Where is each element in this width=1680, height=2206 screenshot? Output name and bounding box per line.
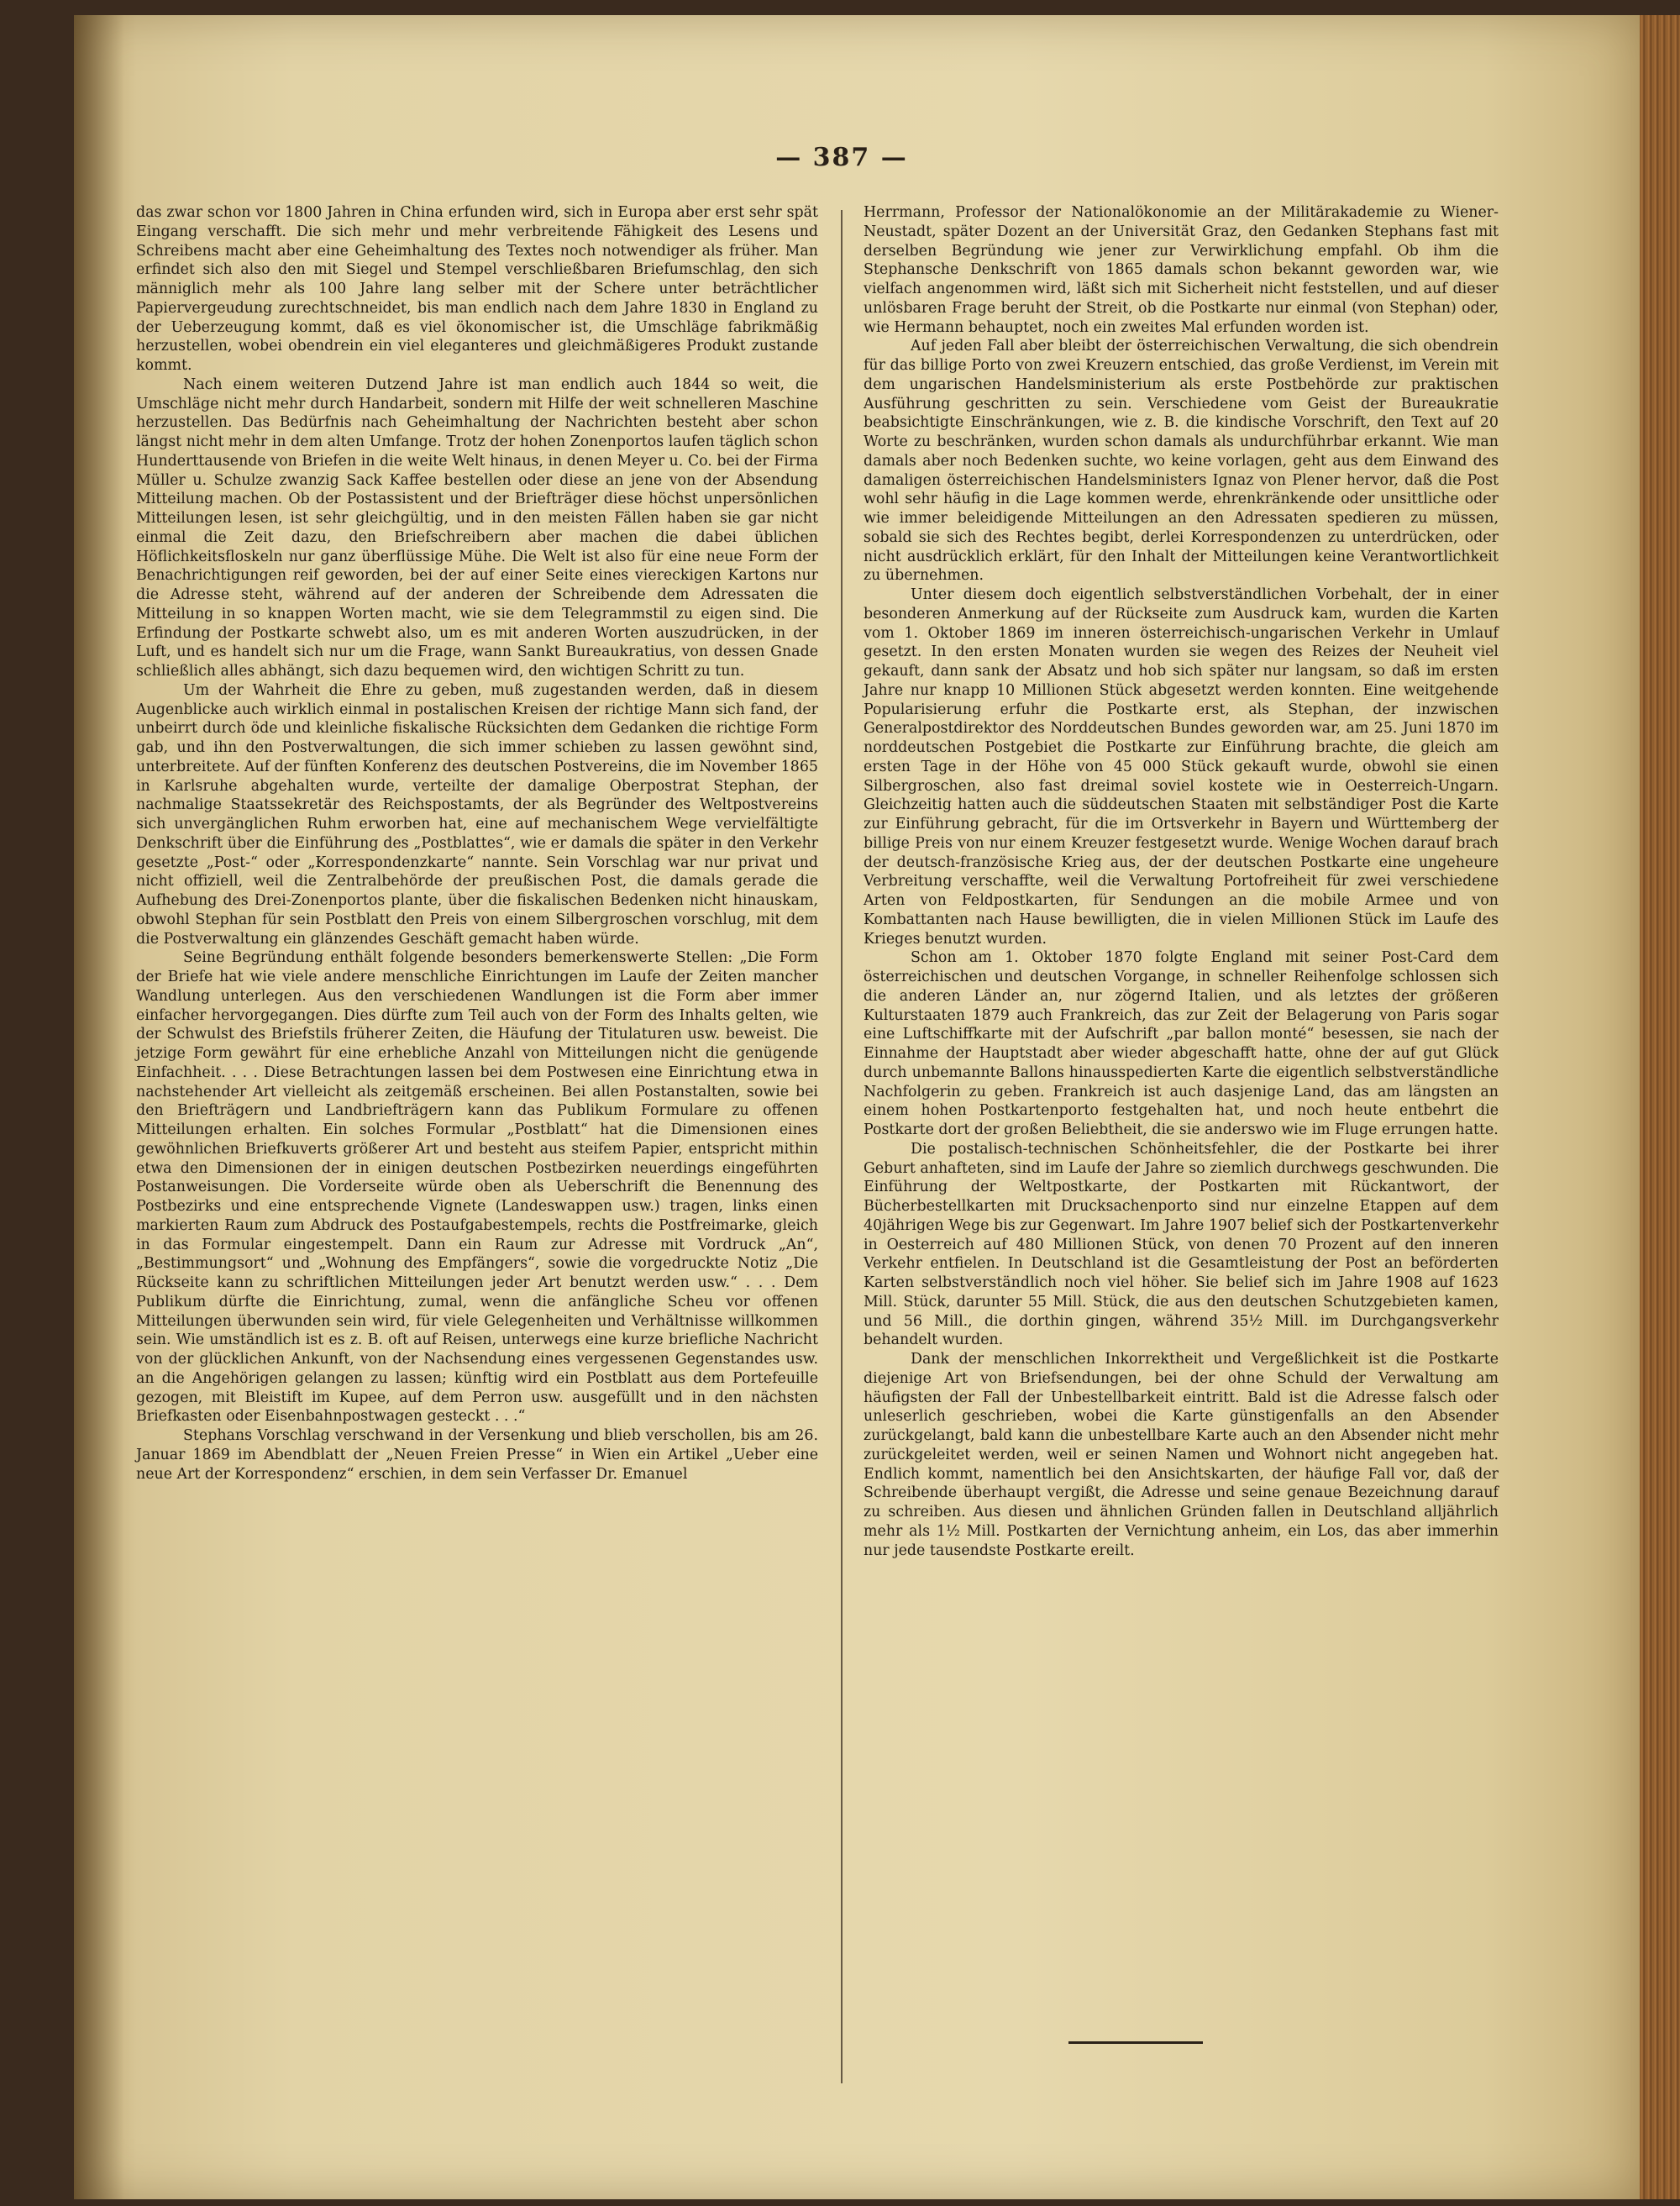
- paragraph: Auf jeden Fall aber bleibt der österreichischen Verwaltung, die sich obendrein für das billige Porto von zwei Kreuzern entschied, das große Verdienst, im Verein mit dem ungarischen Handelsministerium als erste Postbehörde zur praktischen Ausführung geschritten zu sein. Verschiedene vom Geist der Bureaukratie beabsichtigte Einschränkungen, wie z. B. die kindische Vorschrift, den Text auf 20 Worte zu beschränken, wurden schon damals als undurchführbar erkannt. Wie man damals aber noch Bedenken suchte, wo keine vorlagen, geht aus dem Einwand des damaligen österreichischen Handelsministers Ignaz von Plener hervor, daß die Post wohl sehr häufig in die Lage kommen werde, ehrenkränkende oder unsittliche oder wie immer beleidigende Mitteilungen an den Adressaten spedieren zu müssen, sobald sie sich des Rechtes begibt, derlei Korrespondenzen zu unterdrücken, oder nicht ausdrücklich erklärt, für den Inhalt der Mitteilungen keine Verantwortlichkeit zu übernehmen.: [864, 338, 1499, 585]
- right-column: [864, 203, 1499, 1560]
- paragraph: das zwar schon vor 1800 Jahren in China erfunden wird, sich in Europa aber erst sehr spät Eingang verschafft. Die sich mehr und mehr verbreitende Fähigkeit des Lesens und Schreibens macht aber eine Geheimhaltung des Textes noch notwendiger als früher. Man erfindet sich also den mit Siegel und Stempel verschließbaren Briefumschlag, den sich männiglich mehr als 100 Jahre lang selber mit der Schere unter beträchtlicher Papiervergeudung zurechtschneidet, bis man endlich nach dem Jahre 1830 in England zu der Ueberzeugung kommt, daß es viel ökonomischer ist, die Umschläge fabrikmäßig herzustellen, wobei obendrein ein viel eleganteres und gleichmäßigeres Produkt zustande kommt.: [136, 204, 818, 374]
- paragraph: Schon am 1. Oktober 1870 folgte England mit seiner Post-Card dem österreichischen und deutschen Vorgange, in schneller Reihenfolge schlossen sich die anderen Länder an, nur zögernd Italien, und als letztes der größeren Kulturstaaten 1879 auch Frankreich, das zur Zeit der Belagerung von Paris sogar eine Luftschiffkarte mit der Aufschrift „par ballon monté“ besessen, sie nach der Einnahme der Hauptstadt aber wieder abgeschafft hatte, ohne der auf gut Glück durch unbemannte Ballons hinausspedierten Karte die eigentlich selbstverständliche Nachfolgerin zu geben. Frankreich ist auch dasjenige Land, das am längsten an einem hohen Postkartenporto festgehalten hat, und noch heute entbehrt die Postkarte dort der großen Beliebtheit, die sie anderswo wie im Fluge errungen hatte.: [864, 949, 1499, 1138]
- page-number: — 387 —: [775, 143, 908, 172]
- left-column: [136, 203, 818, 1484]
- paragraph: Nach einem weiteren Dutzend Jahre ist man endlich auch 1844 so weit, die Umschläge nicht mehr durch Handarbeit, sondern mit Hilfe der weit schnelleren Maschine herzustellen. Das Bedürfnis nach Geheimhaltung der Nachrichten besteht aber schon längst nicht mehr in dem alten Umfange. Trotz der hohen Zonenportos laufen täglich schon Hunderttausende von Briefen in die weite Welt hinaus, in denen Meyer u. Co. bei der Firma Müller u. Schulze zwanzig Sack Kaffee bestellen oder diese an jene von der Absendung Mitteilung machen. Ob der Postassistent und der Briefträger diese höchst unpersönlichen Mitteilungen lesen, ist sehr gleichgültig, und in den meisten Fällen haben sie gar nicht einmal die Zeit dazu, den Briefschreibern aber machen die dabei üblichen Höflichkeitsfloskeln nur ganz überflüssige Mühe. Die Welt ist also für eine neue Form der Benachrichtigungen reif geworden, bei der auf einer Seite eines viereckigen Kartons nur die Adresse steht, während auf der anderen der Schreibende dem Adressaten die Mitteilung in so knappen Worten macht, wie sie dem Telegrammstil zu eigen sind. Die Erfindung der Postkarte schwebt also, um es mit anderen Worten auszudrücken, in der Luft, und es handelt sich nur um die Frage, wann Sankt Bureaukratius, von dessen Gnade schließlich alles abhängt, sich dazu bequemen wird, den wichtigen Schritt zu tun.: [136, 376, 818, 680]
- paragraph: Herrmann, Professor der Nationalökonomie an der Militärakademie zu Wiener-Neustadt, später Dozent an der Universität Graz, den Gedanken Stephans fast mit derselben Begründung wie jener zur Verwirklichung empfahl. Ob ihm die Stephansche Denkschrift von 1865 damals schon bekannt geworden war, wie vielfach angenommen wird, läßt sich mit Sicherheit nicht feststellen, und auf dieser unlösbaren Frage beruht der Streit, ob die Postkarte nur einmal (von Stephan) oder, wie Hermann behauptet, noch ein zweites Mal erfunden worden ist.: [864, 204, 1499, 336]
- paragraph: Seine Begründung enthält folgende besonders bemerkenswerte Stellen: „Die Form der Briefe hat wie viele andere menschliche Einrichtungen im Laufe der Zeiten mancher Wandlung unterlegen. Aus den verschiedenen Wandlungen ist die Form aber immer einfacher hervorgegangen. Dies dürfte zum Teil auch von der Form des Inhalts gelten, wie der Schwulst des Briefstils früherer Zeiten, die Häufung der Titulaturen usw. beweist. Die jetzige Form gewährt für eine erhebliche Anzahl von Mitteilungen nicht die genügende Einfachheit. . . . Diese Betrachtungen lassen bei dem Postwesen eine Einrichtung etwa in nachstehender Art vielleicht als zeitgemäß erscheinen. Bei allen Postanstalten, sowie bei den Briefträgern und Landbriefträgern kann das Publikum Formulare zu offenen Mitteilungen erhalten. Ein solches Formular „Postblatt“ hat die Dimensionen eines gewöhnlichen Briefkuverts größerer Art und besteht aus steifem Papier, entspricht mithin etwa den Dimensionen der in einigen deutschen Postbezirken neuerdings eingeführten Postanweisungen. Die Vorderseite würde oben als Ueberschrift die Benennung des Postbezirks und eine entsprechende Vignete (Landeswappen usw.) tragen, links einen markierten Raum zum Abdruck des Postaufgabestempels, rechts die Postfreimarke, gleich in das Formular eingestempelt. Dann ein Raum zur Adresse mit Vordruck „An“, „Bestimmungsort“ und „Wohnung des Empfängers“, sowie die vorgedruckte Notiz „Die Rückseite kann zu schriftlichen Mitteilungen jeder Art benutzt werden usw.“ . . . Dem Publikum dürfte die Einrichtung, zumal, wenn die anfängliche Scheu vor offenen Mitteilungen überwunden sein wird, für viele Gelegenheiten und Verhältnisse willkommen sein. Wie umständlich ist es z. B. oft auf Reisen, unterwegs eine kurze briefliche Nachricht von der glücklichen Ankunft, von der Nachsendung eines vergessenen Gegenstandes usw. an die Angehörigen gelangen zu lassen; künftig wird ein Postblatt aus dem Portefeuille gezogen, mit Bleistift im Kupee, auf dem Perron usw. ausgefüllt und in den nächsten Briefkasten oder Eisenbahnpostwagen gesteckt . . .“: [136, 949, 818, 1426]
- paragraph: Die postalisch-technischen Schönheitsfehler, die der Postkarte bei ihrer Geburt anhafteten, sind im Laufe der Jahre so ziemlich durchwegs geschwunden. Die Einführung der Weltpostkarte, der Postkarten mit Rückantwort, der Bücherbestellkarten mit Drucksachenporto sind nur einzelne Etappen auf dem 40jährigen Wege bis zur Gegenwart. Im Jahre 1907 belief sich der Postkartenverkehr in Oesterreich auf 480 Millionen Stück, von denen 70 Prozent auf den inneren Verkehr entfielen. In Deutschland ist die Gesamtleistung der Post an beförderten Karten selbstverständlich noch viel höher. Sie belief sich im Jahre 1908 auf 1623 Mill. Stück, darunter 55 Mill. Stück, die aus den deutschen Schutzgebieten kamen, und 56 Mill., die dorthin gingen, während 35½ Mill. im Durchgangsverkehr behandelt wurden.: [864, 1140, 1499, 1349]
- end-rule: [1068, 2041, 1203, 2044]
- paragraph: Dank der menschlichen Inkorrektheit und Vergeßlichkeit ist die Postkarte diejenige Art von Briefsendungen, bei der ohne Schuld der Verwaltung am häufigsten der Fall der Unbestellbarkeit eintritt. Bald ist die Adresse falsch oder unleserlich geschrieben, wobei die Karte günstigenfalls an den Absender zurückgelangt, bald kann die unbestellbare Karte auch an den Absender nicht mehr zurückgeleitet werden, weil er seinen Namen und Wohnort nicht angegeben hat. Endlich kommt, namentlich bei den Ansichtskarten, der häufige Fall vor, daß der Schreibende überhaupt vergißt, die Adresse und seine genaue Bezeichnung darauf zu schreiben. Aus diesen und ähnlichen Gründen fallen in Deutschland alljährlich mehr als 1½ Mill. Postkarten der Vernichtung anheim, ein Los, das aber immerhin nur jede tausendste Postkarte ereilt.: [864, 1351, 1499, 1559]
- paragraph: Um der Wahrheit die Ehre zu geben, muß zugestanden werden, daß in diesem Augenblicke auch wirklich einmal in postalischen Kreisen der richtige Mann sich fand, der unbeirrt durch öde und kleinliche fiskalische Rücksichten dem Gedanken die richtige Form gab, und ihn den Postverwaltungen, die sich immer schieben zu lassen gewöhnt sind, unterbreitete. Auf der fünften Konferenz des deutschen Postvereins, die im November 1865 in Karlsruhe abgehalten wurde, verteilte der damalige Oberpostrat Stephan, der nachmalige Staatssekretär des Reichspostamts, der als Begründer des Weltpostvereins sich unvergänglichen Ruhm erworben hat, eine auf mechanischem Wege vervielfältigte Denkschrift über die Einführung des „Postblattes“, wie er damals die später in den Verkehr gesetzte „Post-“ oder „Korrespondenzkarte“ nannte. Sein Vorschlag war nur privat und nicht offiziell, weil die Zentralbehörde der preußischen Post, die damals gerade die Aufhebung des Drei-Zonenportos plante, über die fiskalischen Bedenken nicht hinauskam, obwohl Stephan für sein Postblatt den Preis von einem Silbergroschen vorschlug, mit dem die Postverwaltung ein glänzendes Geschäft gemacht haben würde.: [136, 681, 818, 948]
- paragraph: Stephans Vorschlag verschwand in der Versenkung und blieb verschollen, bis am 26. Januar 1869 im Abendblatt der „Neuen Freien Presse“ in Wien ein Artikel „Ueber eine neue Art der Korrespondenz“ erschien, in dem sein Verfasser Dr. Emanuel: [136, 1427, 818, 1483]
- spine-shadow: [74, 15, 124, 2199]
- column-divider: [841, 210, 843, 2083]
- page-edge: [1640, 15, 1680, 2199]
- paragraph: Unter diesem doch eigentlich selbstverständlichen Vorbehalt, der in einer besonderen Anmerkung auf der Rückseite zum Ausdruck kam, wurden die Karten vom 1. Oktober 1869 im inneren österreichisch-ungarischen Verkehr in Umlauf gesetzt. In den ersten Monaten wurden sie wegen des Reizes der Neuheit viel gekauft, dann sank der Absatz und hob sich später nur langsam, so daß im ersten Jahre nur knapp 10 Millionen Stück abgesetzt werden konnten. Eine weitgehende Popularisierung erfuhr die Postkarte erst, als Stephan, der inzwischen Generalpostdirektor des Norddeutschen Bundes geworden war, am 25. Juni 1870 im norddeutschen Postgebiet die Postkarte zur Einführung brachte, die gleich am ersten Tage in der Höhe von 45 000 Stück gekauft wurde, obwohl sie einen Silbergroschen, also fast dreimal soviel kostete wie in Oesterreich-Ungarn. Gleichzeitig hatten auch die süddeutschen Staaten mit selbständiger Post die Karte zur Einführung gebracht, für die im Ortsverkehr in Bayern und Württemberg der billige Preis von nur einem Kreuzer festgesetzt wurde. Wenige Wochen darauf brach der deutsch-französische Krieg aus, der der deutschen Postkarte eine ungeheure Verbreitung verschaffte, weil die Verwaltung Portofreiheit für zwei verschiedene Arten von Feldpostkarten, für Sendungen an die mobile Armee und von Kombattanten nach Hause bewilligten, die in vielen Millionen Stück im Laufe des Krieges benutzt wurden.: [864, 586, 1499, 948]
